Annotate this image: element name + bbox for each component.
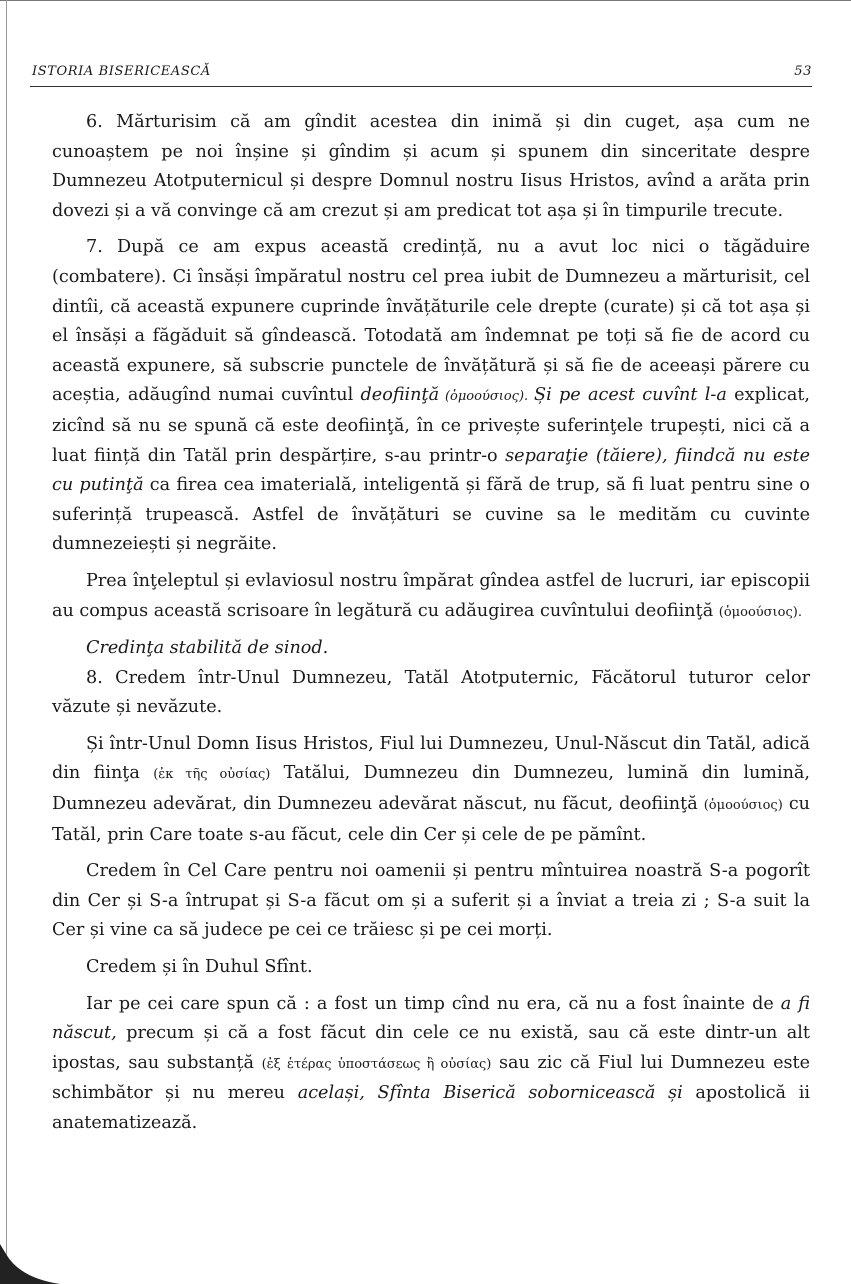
running-head — [30, 62, 812, 87]
scan-corner-shadow — [0, 1244, 60, 1284]
page-number: 53 — [794, 64, 812, 79]
creed-heading: Credinţa stabilită de sinod. — [86, 638, 329, 659]
paragraph-anathema — [52, 990, 810, 1139]
running-head-title: ISTORIA BISERICEASCĂ — [32, 64, 211, 79]
paragraph-anathema-greek: (ἐξ ἑτέρας ὑποστάσεως ἢ οὐσίας) — [261, 1056, 492, 1072]
paragraph-anathema-part-a: Iar pe cei care spun că : a fost un timp cînd nu era, că nu a fost înainte de — [86, 993, 781, 1014]
paragraph-anathema-part-e: sau zic că Fiul lui Dumnezeu este schimbător și nu mereu — [52, 1052, 810, 1104]
paragraph-7-part-e: explicat, zicînd să nu se spună că este deofiinţă, în ce privește suferinţele trupești, nici că a luat ființă din Tatăl prin despărțire, s-au printr-o — [52, 385, 811, 466]
paragraph-christ-part-a: Și într-Unul Domn Iisus Hristos, Fiul lui Dumnezeu, Unul-Născut din Tatăl, adică din fiinţa — [52, 733, 810, 784]
paragraph-7-term-deofiinta: deofiinţă — [360, 385, 440, 406]
paragraph-emperor — [52, 567, 810, 627]
paragraph-christ-part-c: Tatălui, Dumnezeu din Dumnezeu, lumină din lumină, Dumnezeu adevărat, din Dumnezeu adevărat născut, nu făcut, deofiinţă — [52, 763, 811, 815]
paragraph-7-greek-homoousios: (ὁμοούσιος). — [439, 389, 535, 405]
paragraph-6: 6. Mărturisim că am gîndit acestea din inimă și din cuget, așa cum ne cunoaștem pe noi înșine și gîndim și acum și spunem din sinceritate despre Dumnezeu Atotputernicul și despre Domnul nostru Iisus Hristos, avînd a arăta prin dovezi și a vă convinge că am crezut și am predicat tot așa și în timpurile trecute. — [52, 112, 810, 221]
paragraph-christ-greek-ousia: (ἐκ τῆς οὐσίας) — [153, 767, 271, 783]
paragraph-anathema-part-g: apostolică ii anatematizează. — [52, 1083, 810, 1133]
paragraph-anathema-part-f: același, Sfînta Biserică sobornicească și — [297, 1083, 683, 1104]
paragraph-emperor-text: Prea înţeleptul și evlaviosul nostru împărat gîndea astfel de lucruri, iar episcopii au compus această scrisoare în legătură cu adăugirea cuvîntului deofiinţă — [52, 570, 810, 621]
paragraph-7-part-a: 7. După ce am expus această credință, nu a avut loc nici o tăgăduire (combatere). Ci însăși împăratul nostru cel prea iubit de Dumnezeu a mărturisit, cel dintîi, că această expunere cuprinde învățăturile cele drepte (curate) și că tot așa și el însăși a făgăduit să gîndească. Totodată am îndemnat pe toți să fie de acord cu această expunere, să subscrie punctele de învățătură și să fie de aceeași părere cu aceștia, adăugînd numai cuvîntul — [52, 237, 810, 406]
paragraph-christ-part-e: cu Tatăl, prin Care toate s-au făcut, cele din Cer și cele de pe pămînt. — [52, 794, 810, 845]
paragraph-7-part-d: Și pe acest cuvînt l-a — [534, 385, 727, 406]
paragraph-anathema-part-b: a fi născut, — [52, 993, 810, 1044]
paragraph-christ-greek-homoousios: (ὁμοούσιος) — [703, 798, 783, 814]
body-text — [52, 108, 810, 1146]
paragraph-spirit: Credem și în Duhul Sfînt. — [86, 957, 313, 978]
paragraph-7-part-f: separaţie (tăiere), fiindcă nu este cu putinţă — [52, 445, 810, 496]
paragraph-anathema-part-c: precum și că a fost făcut din cele ce nu există, sau că este dintr-un alt ipostas, sau substanță — [52, 1023, 810, 1073]
paragraph-7-part-g: ca firea cea imaterială, inteligentă și fără de trup, să fi luat pentru sine o suferință trupească. Astfel de învățături se cuvine sa le medităm cu cuvinte dumnezeiești și negrăite. — [52, 475, 810, 555]
paragraph-emperor-greek: (ὁμοούσιος). — [718, 604, 802, 620]
scan-edge-left — [6, 0, 7, 1284]
paragraph-incarnation: Credem în Cel Care pentru noi oamenii și pentru mîntuirea noastră S-a pogorît din Cer și S-a întrupat și S-a făcut om și a suferit și a înviat a treia zi ; S-a suit la Cer și vine ca să judece pe cei ce trăiesc și pe cei morți. — [52, 861, 810, 941]
paragraph-7 — [52, 233, 810, 560]
scan-edge-top — [0, 0, 851, 9]
paragraph-8: 8. Credem într-Unul Dumnezeu, Tatăl Atotputernic, Făcătorul tuturor celor văzute și nevăzute. — [52, 667, 810, 718]
paragraph-christ — [52, 730, 810, 850]
